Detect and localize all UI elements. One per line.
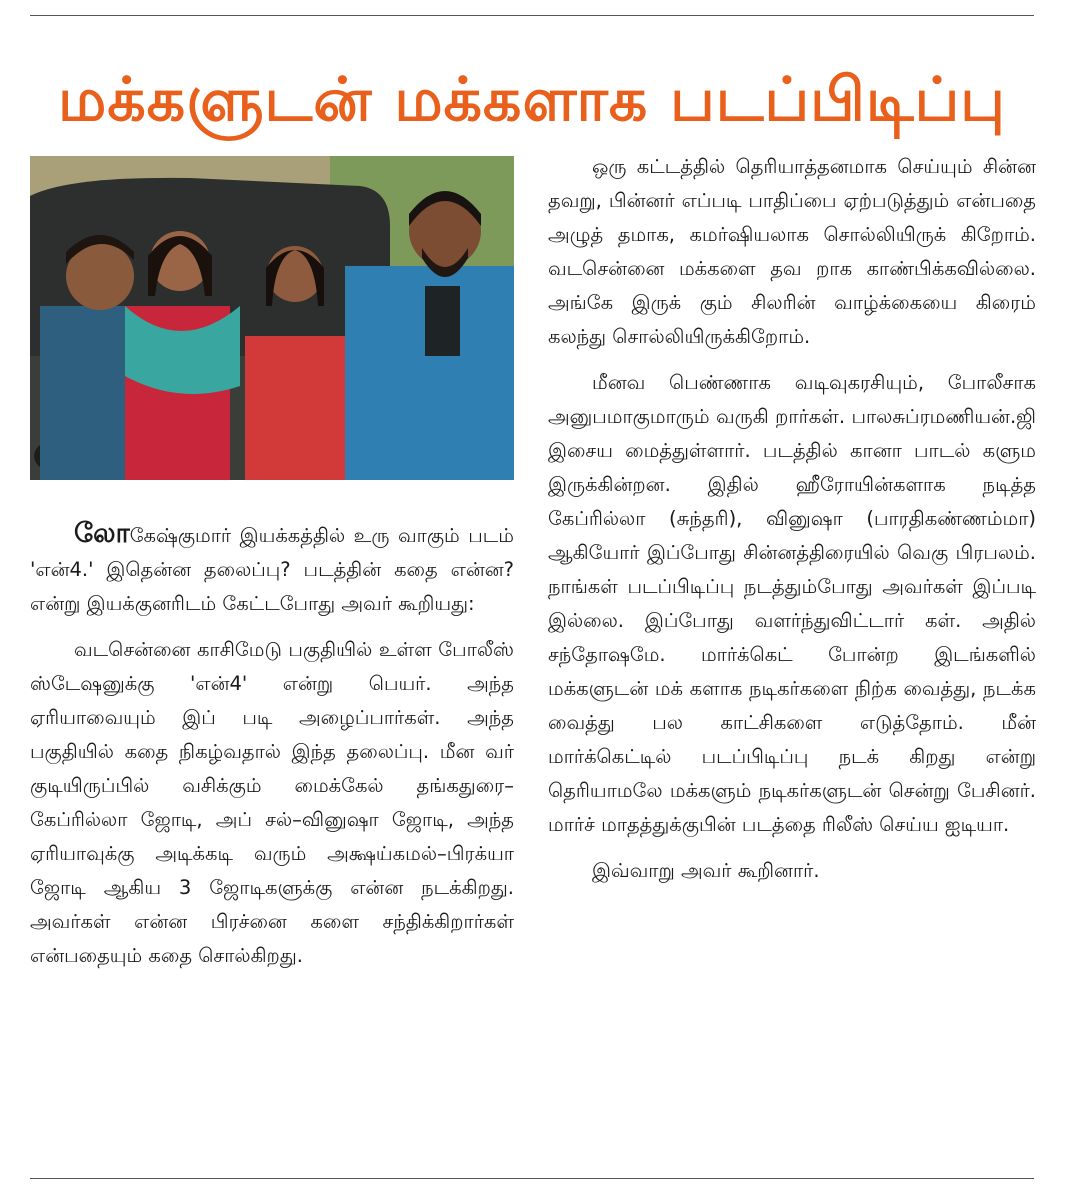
article-left-column xyxy=(30,517,514,973)
top-rule xyxy=(30,15,1034,16)
body-paragraph: வடசென்னை காசிமேடு பகுதியில் உள்ள போலீஸ் ஸ்டேஷனுக்கு 'என்4' என்று பெயர். அந்த ஏரியாவையும் இப் படி அழைப்பார்கள். அந்த பகுதியில் கதை நிகழ்வதால் இந்த தலைப்பு. மீன வர் குடியிருப்பில் வசிக்கும் மைக்கேல் தங்கதுரை– கேப்ரில்லா ஜோடி, அப் சல்–வினுஷா ஜோடி, அந்த ஏரியாவுக்கு அடிக்கடி வரும் அக்ஷய்கமல்–பிரக்யா ஜோடி ஆகிய 3 ஜோடிகளுக்கு என்ன நடக்கிறது. அவர்கள் என்ன பிரச்னை களை சந்திக்கிறார்கள் என்பதையும் கதை சொல்கிறது. xyxy=(30,638,514,967)
film-still-photo xyxy=(30,156,514,480)
closing-paragraph: இவ்வாறு அவர் கூறினார். xyxy=(592,859,820,882)
body-paragraph: ஒரு கட்டத்தில் தெரியாத்தனமாக செய்யும் சின்ன தவறு, பின்னர் எப்படி பாதிப்பை ஏற்படுத்தும் என்பதை அழுத் தமாக, கமர்ஷியலாக சொல்லியிருக் கிறோம். வடசென்னை மக்களை தவ றாக காண்பிக்கவில்லை. அங்கே இருக் கும் சிலரின் வாழ்க்கையை கிரைம் கலந்து சொல்லியிருக்கிறோம். xyxy=(548,155,1036,348)
lead-text: கேஷ்குமார் இயக்கத்தில் உரு வாகும் படம் 'என்4.' இதென்ன தலைப்பு? படத்தின் கதை என்ன? என்று இயக்குனரிடம் கேட்டபோது அவர் கூறியது: xyxy=(30,524,514,615)
lead-paragraph xyxy=(30,517,514,621)
headline: மக்களுடன் மக்களாக படப்பிடிப்பு xyxy=(58,65,1006,135)
drop-cap: லோ xyxy=(74,518,130,549)
film-still-illustration xyxy=(30,156,514,480)
body-paragraph: மீனவ பெண்ணாக வடிவுகரசியும், போலீசாக அனுபமாகுமாரும் வருகி றார்கள். பாலசுப்ரமணியன்.ஜி இசைய மைத்துள்ளார். படத்தில் கானா பாடல் களும இருக்கின்றன. இதில் ஹீரோயின்களாக நடித்த கேப்ரில்லா (சுந்தரி), வினுஷா (பாரதிகண்ணம்மா) ஆகியோர் இப்போது சின்னத்திரையில் வெகு பிரபலம். நாங்கள் படப்பிடிப்பு நடத்தும்போது அவர்கள் இப்படி இல்லை. இப்போது வளர்ந்துவிட்டார் கள். அதில் சந்தோஷமே. மார்க்கெட் போன்ற இடங்களில் மக்களுடன் மக் களாக நடிகர்களை நிற்க வைத்து, நடக்க வைத்து பல காட்சிகளை எடுத்தோம். மீன் மார்க்கெட்டில் படப்பிடிப்பு நடக் கிறது என்று தெரியாமலே மக்களும் நடிகர்களுடன் சென்று பேசினர். மார்ச் மாதத்துக்குபின் படத்தை ரிலீஸ் செய்ய ஐடியா. xyxy=(548,371,1036,836)
bottom-rule xyxy=(30,1178,1034,1179)
article-right-column xyxy=(548,150,1036,888)
